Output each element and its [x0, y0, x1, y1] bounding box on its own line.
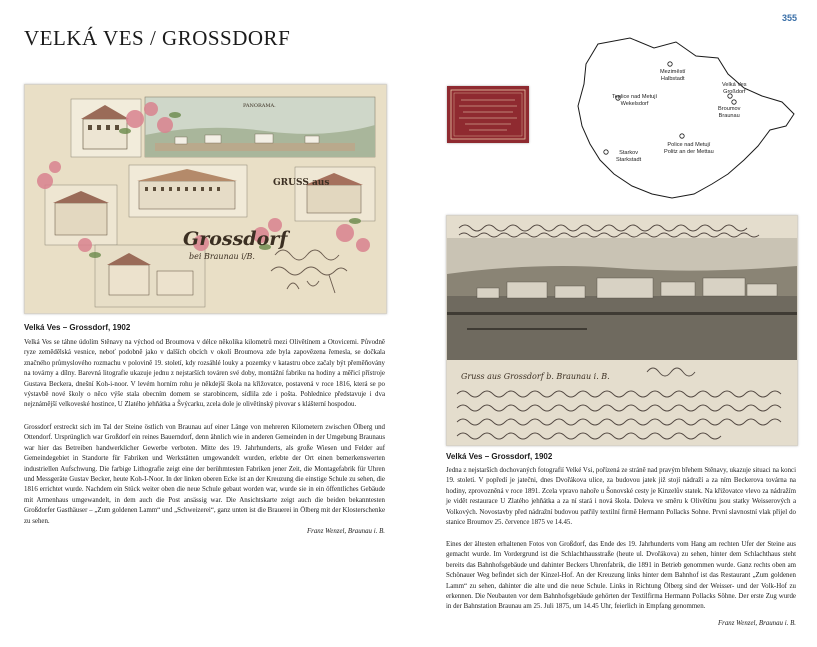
left-credit: Franz Wenzel, Braunau i. B. [306, 528, 385, 535]
map-label-starkov: Starkov Starkstadt [616, 150, 642, 163]
page-title: VELKÁ VES / GROSSDORF [24, 26, 291, 50]
page-number: 355 [782, 13, 798, 23]
red-stamp-image [447, 86, 529, 143]
photo-postcard-illustration [447, 216, 797, 445]
map-outline [572, 34, 797, 202]
map-label-mezimesti: Meziměstí Halbstadt [660, 69, 686, 82]
left-paragraph-czech: Velká Ves se táhne údolím Stěnavy na východ od Broumova v délce několika kilometrů mezi Olivětínem a Otovicemi. Původně ryze zemědělská vesnice, neboť podobně jako v dalších obcích v okolí Broumova zde byla zapovězena řemesla, se dočkala značného průmyslového rozmachu v polovině 19. století, kdy rozsáhlé louky a pozemky v katastru obce začaly být přeměňovány na továrny a dílny. Barevná litografie ukazuje jednu z nejstarších továren své doby, montážní fabriku na hodiny a měřicí přístroje Gustava Beckera, dnešní Koh-i-noor. V levém horním rohu je někdejší škola na křižovatce, postavená v roce 1816, která se po výstavbě nové školy o něco výše stala obecním domem se starobincem, sídlila zde i pošta. Pohlednice představuje i dva nejznámější velkoveské hostince, U Zlatého jehňátka a Švýcarku, zcela dole je olivětínský pivovar s klášterní hospodou. [24, 339, 385, 409]
right-paragraph-german: Eines der ältesten erhaltenen Fotos von Großdorf, das Ende des 19. Jahrhunderts vom Hang am rechten Ufer der Steine aus gemacht wurde. Im Vordergrund ist die Schlachthausstraße (heute ul. Dvořákova) zu sehen, hinter dem Schlachthaus steht bereits das Bahnhofsgebäude und dahinter Beckers Uhrenfabrik, die 1891 in Betrieb genommen wurde. Ganz rechts oben am Schönauer Weg befindet sich der Kinzel-Hof. An der Kreuzung links hinter dem Bahnhof ist das Restaurant „Zum goldenen Lamm“ zu sehen, dahinter die alte und die neue Schule. Links in Richtung Ölberg sind der Weisser- und der Volk-Hof zu erkennen. Die Neubauten vor dem Bahnhofsgebäude gehörten der Textilfirma Hermann Pollacks Söhne. Der erste Zug wurde in der Bahnstation Braunau am 25. Juli 1875, um 14.45 Uhr, feierlich in Empfang genommen. [446, 541, 796, 611]
left-caption: Velká Ves – Grossdorf, 1902 [24, 323, 131, 332]
right-paragraph-czech: Jedna z nejstarších dochovaných fotografií Velké Vsi, pořízená ze stráně nad pravým břehem Stěnavy, ukazuje situaci na konci 19. století. V popředí je jatečni, dnes Dvořákova ulice, za budovou jatek již stojí nádraží a za ním Beckerova továrna na hodiny, zprovozněná v roce 1891. Zcela vpravo nahoře u Šonovské cesty je Kinzelův statek. Na křižovatce vlevo za nádražím je vidět restaurace U Zlatého jehňátka a za ní stará i nová škola. Doleva ve směru k Olivětínu jsou statky Weisserových a Volkových. Novostavby před nádražní budovou patřily textilní firmě Hermann Pollacks Sohne. První slavnostní vlak přijel do stanice Broumov 25. července 1875 ve 14.45. [446, 467, 796, 527]
postcard-lithograph [24, 84, 387, 314]
left-paragraph-german: Grossdorf erstreckt sich im Tal der Steine östlich von Braunau auf einer Länge von mehreren Kilometern zwischen Ölberg und Ottendorf. Ursprünglich war Großdorf ein reines Bauerndorf, denn ähnlich wie in anderen Gemeinden in der Umgebung Braunaus war hier das Betreiben handwerklicher Gewerbe verboten. Mitte des 19. Jahrhunderts, als große Wiesen und Felder auf Gemeindegebiet in Standorte für Fabriken und Werkstätten umgewandelt wurden, erlebte der Ort einen bemerkenswerten industriellen Aufschwung. Die farbige Lithografie zeigt eine der berühmtesten Fabriken jener Zeit, die Montagefabrik für Uhren und Messgeräte Gustav Becker, heute Koh-I-Noor. In der linken oberen Ecke ist an der Kreuzung die einstige Schule zu sehen, die 1816 errichtet wurde. Nachdem ein Stück weiter oben die neue Schule gebaut worden war, wurde sie in ein öffentliches Gebäude mit Armenhaus umgewandelt, in dem auch die Post ansässig war. Die Ansichtskarte zeigt auch die beiden bekanntesten Großdorfer Gasthäuser – „Zum goldenen Lamm“ und „Schweizerei“, ganz unten ist die Brauerei in Ölberg mit der Klosterschenke zu sehen. [24, 424, 385, 525]
right-caption: Velká Ves – Grossdorf, 1902 [446, 452, 553, 461]
region-map [572, 34, 797, 202]
stamp-ornament [447, 86, 529, 143]
town-sub-label: bei Braunau i/B. [189, 252, 255, 261]
photo-print-caption: Gruss aus Grossdorf b. Braunau i. B. [461, 372, 610, 381]
map-label-teplice: Teplice nad Metují Wekelsdorf [612, 94, 658, 107]
town-name-label: Grossdorf [183, 228, 288, 250]
gruss-label: GRUSS aus [273, 178, 330, 188]
postcard-photo [446, 215, 798, 446]
panorama-label: PANORAMA. [243, 103, 276, 109]
right-credit: Franz Wenzel, Braunau i. B. [717, 620, 796, 627]
lithograph-illustration [25, 85, 386, 313]
map-label-police: Police nad Metují Politz an der Mettau [664, 142, 714, 155]
map-label-broumov: Broumov Braunau [718, 106, 741, 119]
map-label-velka-ves: Velká Ves Großdorf [722, 82, 747, 95]
